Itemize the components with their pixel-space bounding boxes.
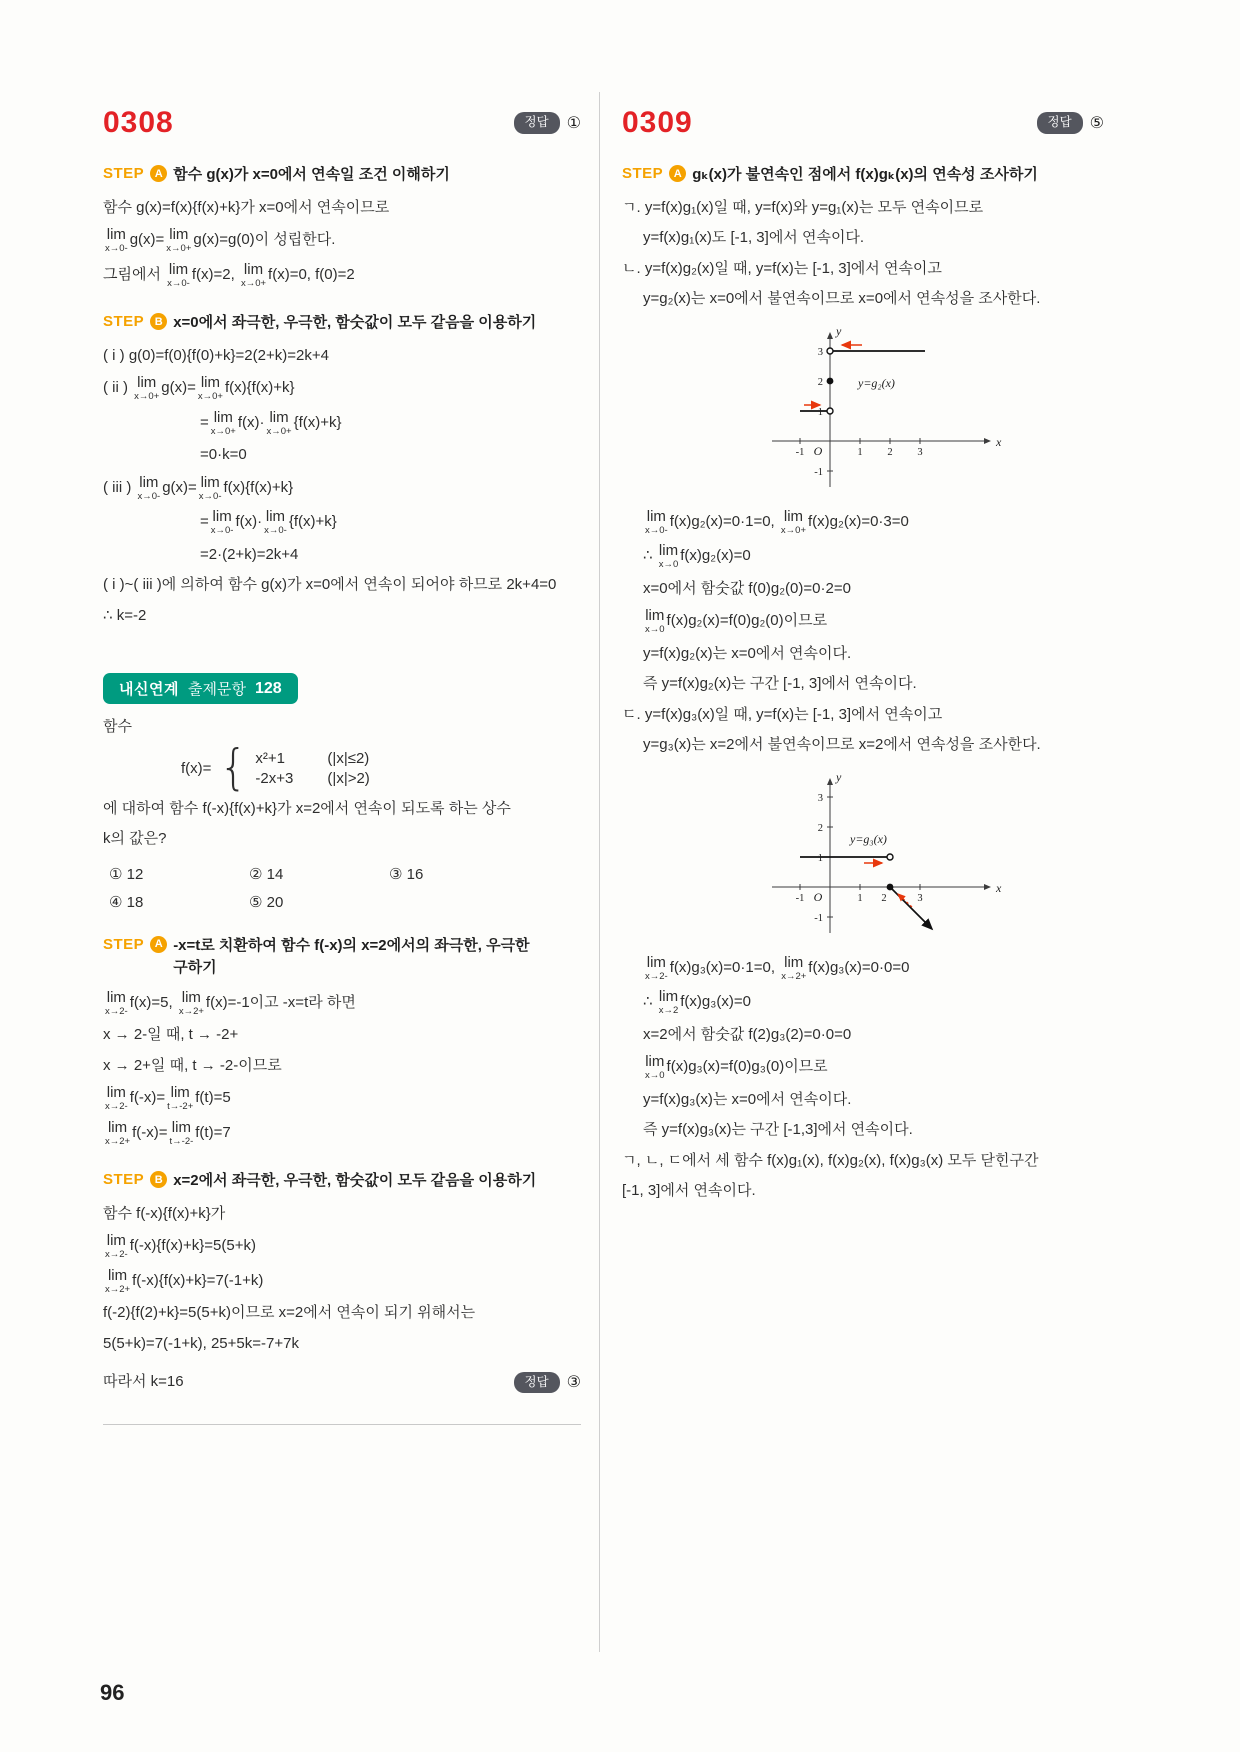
- solution-line: ( ii ) lim x→0+ g(x)= lim x→0+ f(x){f(x)+k}: [103, 374, 295, 402]
- function-label: y=g₃(x): [850, 831, 887, 846]
- solution-line: lim x→2- f(x)g₃(x)=0·1=0, lim x→2+ f(x)g₃(x)=0·0=0: [645, 953, 910, 982]
- linked-step-a-header: [103, 935, 581, 980]
- solution-line: =2·(2+k)=2k+4: [200, 545, 299, 563]
- solution-line: lim x→2+ f(-x){f(x)+k}=7(-1+k): [105, 1266, 264, 1295]
- y-tick-label: 2: [817, 376, 823, 388]
- problem-text: k의 값은?: [103, 830, 167, 847]
- y-tick-label: 2: [817, 822, 823, 834]
- problem-text: 함수: [103, 718, 132, 735]
- graph-g2: [760, 321, 1010, 496]
- solution-line: ( iii ) lim x→0- g(x)= lim x→0- f(x){f(x)+k}: [103, 473, 294, 502]
- piecewise-function: [181, 739, 581, 796]
- solution-line: 따라서 k=16: [103, 1373, 184, 1390]
- solution-line: ㄷ. y=f(x)g₃(x)일 때, y=f(x)는 [-1, 3]에서 연속이고: [622, 705, 943, 723]
- x-tick-label: -1: [795, 892, 805, 904]
- answer-badge-label: 정답: [1037, 112, 1083, 134]
- case-condition: (|x|≤2): [327, 749, 370, 767]
- solution-line: lim x→2- f(x)=5, lim x→2+ f(x)=-1이고 -x=t라 하면: [105, 988, 356, 1017]
- step-label: STEP: [103, 1171, 145, 1188]
- step-a-icon: A: [669, 165, 686, 182]
- problem-0308-section: [103, 106, 581, 1425]
- solution-line: 함수 f(-x){f(x)+k}가: [103, 1204, 226, 1222]
- case-line: [255, 750, 369, 767]
- answer-value: ①: [566, 115, 581, 132]
- solution-line: =0·k=0: [200, 446, 247, 463]
- step-label: STEP: [103, 935, 145, 953]
- solution-line: lim x→0- f(x)g₂(x)=0·1=0, lim x→0+ f(x)g₂(x)=0·3=0: [645, 507, 909, 536]
- page-number: 96: [100, 1680, 125, 1705]
- choice-3: ③ 16: [389, 865, 424, 883]
- solution-line: ( i ) g(0)=f(0){f(0)+k}=2(2+k)=2k+4: [103, 346, 329, 364]
- solution-line: y=f(x)g₃(x)는 x=0에서 연속이다.: [643, 1090, 852, 1108]
- answer-value: ③: [566, 1374, 581, 1392]
- linked-step-b-header: [103, 1170, 581, 1193]
- step-a-icon: A: [150, 936, 167, 953]
- case-g3-analysis: [622, 955, 1104, 1203]
- case-condition: (|x|>2): [327, 769, 370, 787]
- solution-line: lim x→0 f(x)g₃(x)=f(0)g₃(0)이므로: [645, 1053, 828, 1081]
- x-tick-label: 3: [917, 892, 923, 904]
- solution-line: 5(5+k)=7(-1+k), 25+5k=-7+7k: [103, 1334, 299, 1352]
- x-tick-label: -1: [795, 446, 805, 458]
- solution-line: ∴ lim x→0 f(x)g₂(x)=0: [643, 542, 751, 570]
- final-answer-row: [103, 1363, 581, 1402]
- solution-line: lim x→0 f(x)g₂(x)=f(0)g₂(0)이므로: [645, 607, 828, 635]
- problem-number: 0308: [103, 106, 174, 139]
- x-tick-label: 1: [857, 446, 863, 458]
- case-g1-g2-text: [622, 197, 1104, 311]
- solution-line: x=0에서 함숫값 f(0)g₂(0)=0·2=0: [643, 579, 851, 597]
- function-lhs: f(x)=: [181, 759, 212, 777]
- answer-badge: [514, 112, 582, 134]
- step-title: [173, 935, 529, 980]
- x-axis-label: x: [996, 880, 1002, 895]
- step-title-line: -x=t로 치환하여 함수 f(-x)의 x=2에서의 좌극한, 우극한: [173, 936, 530, 954]
- badge-text: 출제문항: [187, 681, 246, 698]
- step-a-body: [103, 197, 581, 289]
- answer-value: ⑤: [1089, 115, 1104, 132]
- choice-4: ④ 18: [109, 893, 144, 911]
- step-title-line: 구하기: [173, 959, 217, 976]
- choice-1: ① 12: [109, 865, 144, 883]
- case-g2-analysis: [622, 509, 1104, 757]
- solution-line: 즉 y=f(x)g₂(x)는 구간 [-1, 3]에서 연속이다.: [643, 675, 917, 692]
- origin-label: O: [813, 889, 823, 904]
- y-axis-label: y: [836, 769, 842, 784]
- solution-line: 함수 g(x)=f(x){f(x)+k}가 x=0에서 연속이므로: [103, 198, 390, 216]
- solution-line: = lim x→0- f(x)· lim x→0- {f(x)+k}: [200, 508, 337, 536]
- step-label: STEP: [103, 313, 145, 330]
- x-tick-label: 3: [917, 446, 923, 458]
- linked-step-a-body: [103, 990, 581, 1147]
- badge-number: 128: [254, 679, 282, 697]
- step-b-body: [103, 345, 581, 628]
- solution-line: lim x→2- f(-x)= lim t→-2+ f(t)=5: [105, 1084, 231, 1112]
- solution-line: x=2에서 함숫값 f(2)g₃(2)=0·0=0: [643, 1025, 852, 1043]
- answer-badge: [1037, 112, 1105, 134]
- solution-line: y=g₂(x)는 x=0에서 불연속이므로 x=0에서 연속성을 조사한다.: [643, 290, 1041, 307]
- solution-line: ∴ k=-2: [103, 606, 147, 624]
- y-tick-label: 3: [817, 792, 823, 804]
- x-tick-label: 2: [887, 446, 893, 458]
- step-a-header: [622, 164, 1104, 187]
- graph-g2-container: [760, 321, 1104, 501]
- x-axis-label: x: [996, 434, 1002, 449]
- cases-body: [255, 747, 369, 790]
- step-b-icon: B: [150, 313, 167, 330]
- section-end-rule: [103, 1424, 581, 1425]
- y-axis-label: y: [836, 323, 842, 338]
- cases-brace: {: [219, 739, 248, 796]
- choice-5: ⑤ 20: [249, 893, 284, 911]
- function-label: y=g₂(x): [858, 375, 895, 390]
- step-a-icon: A: [150, 165, 167, 182]
- y-tick-label: 3: [817, 346, 823, 358]
- solution-line: y=f(x)g₁(x)도 [-1, 3]에서 연속이다.: [643, 229, 865, 246]
- solution-line: 그림에서 lim x→0- f(x)=2, lim x→0+ f(x)=0, f(0)=2: [103, 260, 355, 289]
- solution-line: = lim x→0+ f(x)· lim x→0+ {f(x)+k}: [200, 408, 342, 437]
- x-tick-label: 2: [881, 892, 887, 904]
- solution-line: [-1, 3]에서 연속이다.: [622, 1182, 756, 1199]
- linked-problem-statement: [103, 716, 581, 911]
- solution-line: x → 2+일 때, t → -2-이므로: [103, 1056, 282, 1074]
- step-title: x=0에서 좌극한, 우극한, 함숫값이 모두 같음을 이용하기: [173, 314, 537, 331]
- solution-line: f(-2){f(2)+k}=5(5+k)이므로 x=2에서 연속이 되기 위해서는: [103, 1304, 476, 1321]
- solution-line: lim x→2+ f(-x)= lim t→-2- f(t)=7: [105, 1118, 231, 1147]
- linked-problem-badge: [103, 673, 298, 704]
- solution-line: ∴ lim x→2 f(x)g₃(x)=0: [643, 988, 751, 1016]
- step-title: 함수 g(x)가 x=0에서 연속일 조건 이해하기: [173, 166, 450, 183]
- answer-badge-label: 정답: [514, 1372, 560, 1394]
- solution-line: x → 2-일 때, t → -2+: [103, 1026, 239, 1043]
- step-title: x=2에서 좌극한, 우극한, 함숫값이 모두 같음을 이용하기: [173, 1172, 537, 1189]
- step-title: gₖ(x)가 불연속인 점에서 f(x)gₖ(x)의 연속성 조사하기: [692, 166, 1038, 183]
- problem-text: 에 대하여 함수 f(-x){f(x)+k}가 x=2에서 연속이 되도록 하는 상수: [103, 799, 511, 817]
- y-tick-label: 1: [817, 406, 823, 418]
- y-tick-label: 1: [817, 852, 823, 864]
- solution-line: lim x→2- f(-x){f(x)+k}=5(5+k): [105, 1232, 256, 1260]
- step-a-header: [103, 164, 581, 187]
- y-tick-label: -1: [814, 466, 823, 478]
- solution-line: lim x→0- g(x)= lim x→0+ g(x)=g(0)이 성립한다.: [105, 226, 336, 254]
- problem-0309-header: [622, 106, 1104, 140]
- step-label: STEP: [622, 165, 664, 182]
- case-expression: -2x+3: [255, 769, 294, 787]
- badge-text: 내신연계: [119, 681, 179, 698]
- solution-line: ㄱ. y=f(x)g₁(x)일 때, y=f(x)와 y=g₁(x)는 모두 연속이므로: [622, 198, 984, 216]
- solution-line: y=g₃(x)는 x=2에서 불연속이므로 x=2에서 연속성을 조사한다.: [643, 736, 1041, 753]
- step-b-header: [103, 312, 581, 335]
- solution-line: 즉 y=f(x)g₃(x)는 구간 [-1,3]에서 연속이다.: [643, 1121, 913, 1138]
- problem-0309-section: [622, 106, 1104, 1211]
- solution-line: ㄱ, ㄴ, ㄷ에서 세 함수 f(x)g₁(x), f(x)g₂(x), f(x)g₃(x) 모두 닫힌구간: [622, 1151, 1039, 1169]
- step-label: STEP: [103, 165, 145, 182]
- column-divider: [599, 92, 600, 1652]
- solution-line: y=f(x)g₂(x)는 x=0에서 연속이다.: [643, 644, 852, 662]
- answer-badge: [514, 1372, 582, 1394]
- answer-choices: [109, 865, 581, 911]
- solution-line: ( i )~( iii )에 의하여 함수 g(x)가 x=0에서 연속이 되어야 하므로 2k+4=0: [103, 576, 557, 593]
- choice-2: ② 14: [249, 865, 284, 883]
- graph-g3-container: [760, 767, 1104, 947]
- solution-line: ㄴ. y=f(x)g₂(x)일 때, y=f(x)는 [-1, 3]에서 연속이고: [622, 259, 942, 277]
- x-tick-label: 1: [857, 892, 863, 904]
- problem-0308-header: [103, 106, 581, 140]
- origin-label: O: [813, 443, 823, 458]
- y-tick-label: -1: [814, 912, 823, 924]
- case-line: [255, 770, 369, 787]
- answer-badge-label: 정답: [514, 112, 560, 134]
- problem-number: 0309: [622, 106, 693, 139]
- case-expression: x²+1: [255, 749, 286, 767]
- graph-g3: [760, 767, 1010, 942]
- step-b-icon: B: [150, 1171, 167, 1188]
- linked-step-b-body: [103, 1203, 581, 1402]
